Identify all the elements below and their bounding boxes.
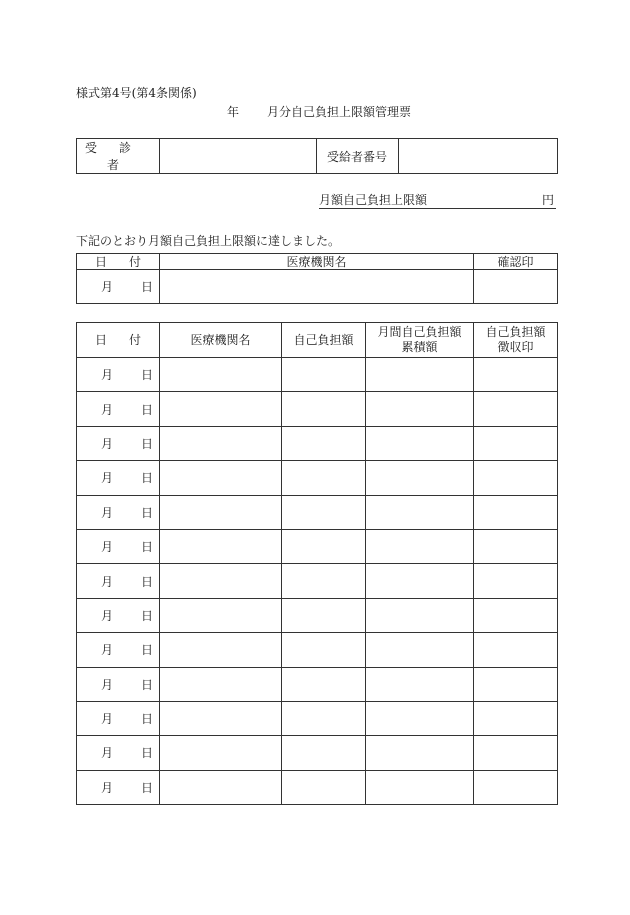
patient-name-field[interactable] [160,139,317,174]
ledger-date-cell[interactable]: 月 日 [77,529,160,563]
limit-reached-note: 下記のとおり月額自己負担上限額に達しました。 [76,234,341,248]
ledger-date-cell[interactable]: 月 日 [77,667,160,701]
table-row [77,701,558,735]
ledger-date-cell[interactable]: 月 日 [77,701,160,735]
page-title [227,103,411,120]
ledger-collect-cell[interactable] [474,770,558,804]
ledger-collect-cell[interactable] [474,529,558,563]
table-row [77,770,558,804]
ledger-collect-header: 自己負担額 徴収印 [474,323,558,358]
ledger-date-cell[interactable]: 月 日 [77,358,160,392]
table-row [77,529,558,563]
ledger-collect-cell[interactable] [474,426,558,460]
ledger-date-cell[interactable]: 月 日 [77,495,160,529]
reached-institution-header: 医療機関名 [160,254,474,270]
ledger-copay-cell[interactable] [282,633,366,667]
ledger-institution-cell[interactable] [160,461,282,495]
copay-ledger-table [76,322,558,805]
ledger-date-cell[interactable]: 月 日 [77,426,160,460]
ledger-copay-cell[interactable] [282,564,366,598]
table-row [77,426,558,460]
table-row [77,667,558,701]
ledger-institution-cell[interactable] [160,426,282,460]
ledger-institution-cell[interactable] [160,736,282,770]
monthly-limit-label: 月額自己負担上限額 [319,193,428,207]
ledger-cumulative-cell[interactable] [366,426,474,460]
reached-confirm-header: 確認印 [474,254,558,270]
ledger-cumulative-cell[interactable] [366,770,474,804]
monthly-limit-unit: 円 [541,193,554,207]
ledger-institution-cell[interactable] [160,598,282,632]
title-year-label: 年 [227,105,240,119]
ledger-copay-cell[interactable] [282,667,366,701]
ledger-cumulative-cell[interactable] [366,461,474,495]
ledger-cumulative-header: 月間自己負担額 累積額 [366,323,474,358]
ledger-collect-cell[interactable] [474,633,558,667]
ledger-copay-cell[interactable] [282,529,366,563]
ledger-collect-cell[interactable] [474,495,558,529]
patient-label: 受 診者 [77,139,160,174]
ledger-institution-cell[interactable] [160,392,282,426]
ledger-collect-cell[interactable] [474,736,558,770]
ledger-institution-cell[interactable] [160,358,282,392]
ledger-copay-cell[interactable] [282,426,366,460]
ledger-date-cell[interactable]: 月 日 [77,564,160,598]
ledger-collect-cell[interactable] [474,598,558,632]
ledger-collect-cell[interactable] [474,358,558,392]
ledger-copay-cell[interactable] [282,770,366,804]
ledger-institution-cell[interactable] [160,633,282,667]
ledger-collect-cell[interactable] [474,701,558,735]
table-row [77,736,558,770]
ledger-cumulative-cell[interactable] [366,392,474,426]
ledger-institution-cell[interactable] [160,770,282,804]
recipient-number-field[interactable] [399,139,558,174]
table-row [77,495,558,529]
ledger-collect-cell[interactable] [474,392,558,426]
patient-info-table [76,138,558,174]
ledger-copay-cell[interactable] [282,461,366,495]
ledger-date-header: 日 付 [77,323,160,358]
reached-date-cell[interactable]: 月 日 [77,270,160,304]
ledger-cumulative-cell[interactable] [366,564,474,598]
reached-institution-cell[interactable] [160,270,474,304]
ledger-date-cell[interactable]: 月 日 [77,770,160,804]
ledger-cumulative-cell[interactable] [366,701,474,735]
ledger-collect-cell[interactable] [474,461,558,495]
form-number: 様式第4号(第4条関係) [76,86,197,100]
ledger-date-cell[interactable]: 月 日 [77,598,160,632]
ledger-institution-header: 医療機関名 [160,323,282,358]
ledger-copay-cell[interactable] [282,358,366,392]
ledger-institution-cell[interactable] [160,667,282,701]
ledger-date-cell[interactable]: 月 日 [77,461,160,495]
ledger-copay-cell[interactable] [282,598,366,632]
ledger-collect-cell[interactable] [474,667,558,701]
ledger-date-cell[interactable]: 月 日 [77,736,160,770]
table-row [77,598,558,632]
ledger-institution-cell[interactable] [160,701,282,735]
ledger-date-cell[interactable]: 月 日 [77,633,160,667]
table-row [77,461,558,495]
ledger-institution-cell[interactable] [160,564,282,598]
ledger-institution-cell[interactable] [160,495,282,529]
ledger-copay-cell[interactable] [282,701,366,735]
ledger-copay-header: 自己負担額 [282,323,366,358]
table-row [77,392,558,426]
table-row [77,564,558,598]
ledger-collect-cell[interactable] [474,564,558,598]
ledger-cumulative-cell[interactable] [366,495,474,529]
ledger-cumulative-cell[interactable] [366,358,474,392]
ledger-cumulative-cell[interactable] [366,667,474,701]
limit-reached-table [76,253,558,304]
ledger-copay-cell[interactable] [282,392,366,426]
reached-date-header: 日 付 [77,254,160,270]
table-row [77,633,558,667]
ledger-institution-cell[interactable] [160,529,282,563]
ledger-cumulative-cell[interactable] [366,529,474,563]
ledger-cumulative-cell[interactable] [366,598,474,632]
ledger-copay-cell[interactable] [282,495,366,529]
monthly-limit-line[interactable] [319,193,556,209]
ledger-date-cell[interactable]: 月 日 [77,392,160,426]
ledger-cumulative-cell[interactable] [366,736,474,770]
recipient-number-label: 受給者番号 [317,139,399,174]
title-main: 月分自己負担上限額管理票 [267,105,412,119]
ledger-cumulative-cell[interactable] [366,633,474,667]
ledger-copay-cell[interactable] [282,736,366,770]
table-row [77,358,558,392]
reached-confirm-cell[interactable] [474,270,558,304]
